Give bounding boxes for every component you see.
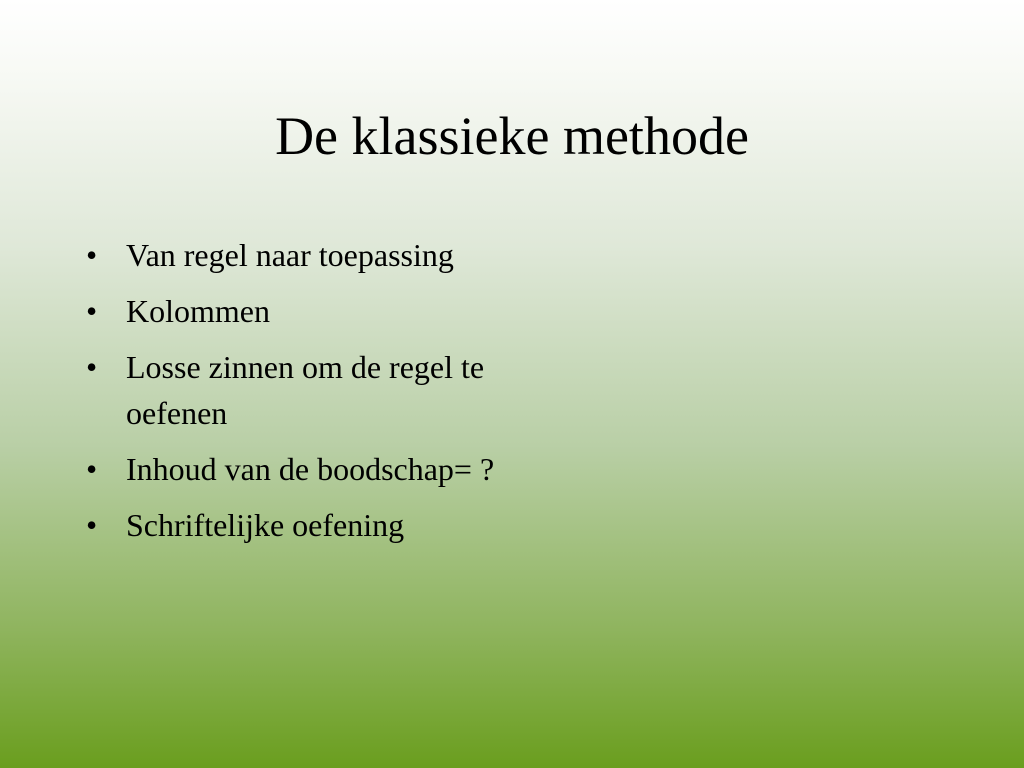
bullet-icon: • bbox=[86, 349, 98, 385]
bullet-item bbox=[86, 232, 506, 278]
bullet-icon: • bbox=[86, 237, 98, 273]
bullet-icon: • bbox=[86, 293, 98, 329]
bullet-icon: • bbox=[86, 451, 98, 487]
bullet-text: Losse zinnen om de regel te oefenen bbox=[126, 349, 485, 431]
slide-title: De klassieke methode bbox=[275, 106, 749, 166]
bullet-text: Inhoud van de boodschap= ? bbox=[126, 451, 495, 487]
bullet-text: Van regel naar toepassing bbox=[126, 237, 454, 273]
bullet-item bbox=[86, 446, 506, 492]
bullet-icon: • bbox=[86, 507, 98, 543]
bullet-text: Schriftelijke oefening bbox=[126, 507, 405, 543]
bullet-item bbox=[86, 288, 506, 334]
bullet-text: Kolommen bbox=[126, 293, 270, 329]
bullet-item bbox=[86, 502, 506, 548]
bullet-item bbox=[86, 344, 506, 436]
bullet-list bbox=[86, 232, 506, 558]
